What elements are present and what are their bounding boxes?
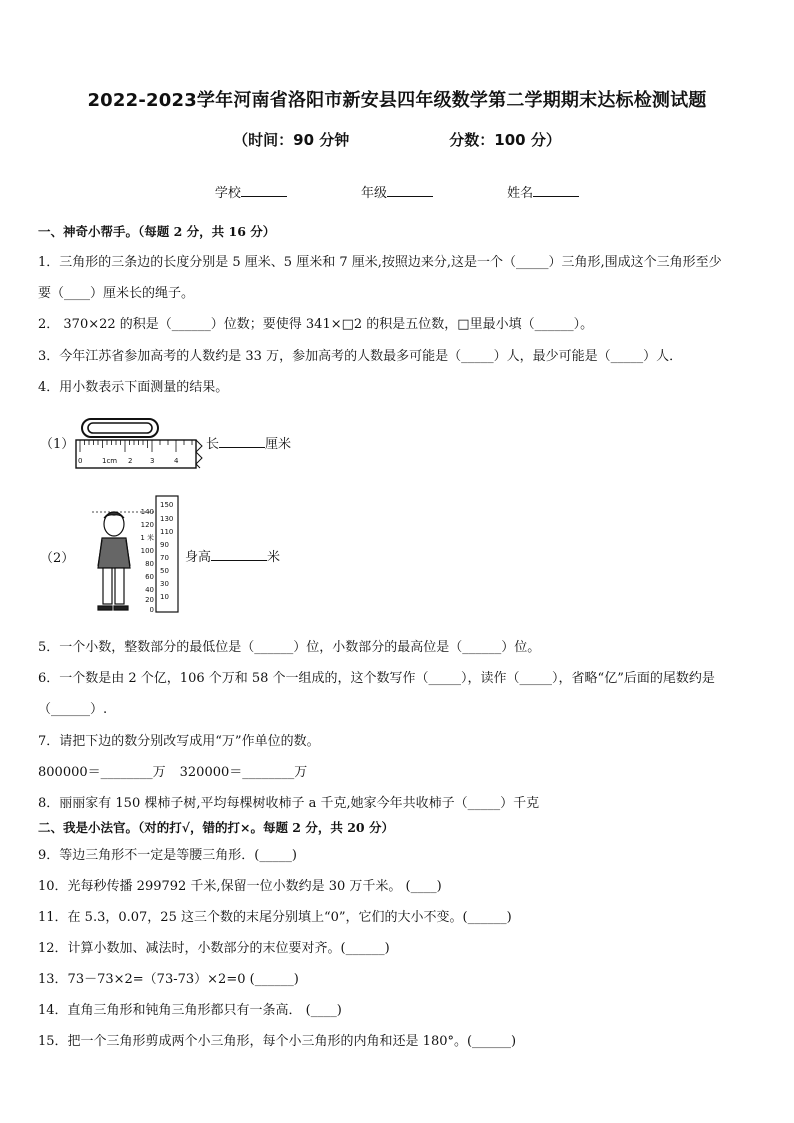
scale-label: 150 [160,501,174,509]
ruler-tick-label: 4 [174,457,179,465]
question-6: 6．一个数是由 2 个亿，106 个万和 58 个一组成的，这个数写作（_____），读作（_____），省略“亿”后面的尾数约是 [38,671,715,686]
question-1-cont: 要（____）厘米长的绳子。 [38,286,195,301]
question-1: 1．三角形的三条边的长度分别是 5 厘米、5 厘米和 7 厘米,按照边来分,这是一个（_____）三角形,围成这个三角形至少 [38,255,722,270]
school-field: 学校 [215,182,287,201]
length-blank[interactable] [219,435,265,448]
question-9: 9．等边三角形不一定是等腰三角形．(_____) [38,848,297,863]
question-10: 10．光每秒传播 299792 千米,保留一位小数约是 30 万千米。 (____) [38,879,442,894]
scale-label: 90 [160,541,169,549]
question-2: 2． 370×22 的积是（______）位数；要使得 341×□2 的积是五位数，□里最小填（______）。 [38,317,594,332]
ruler-figure [74,414,204,472]
scale-label: 1 米 [140,534,154,542]
q4-part1-answer: 长 厘米 [206,437,292,452]
question-5: 5．一个小数，整数部分的最低位是（______）位，小数部分的最高位是（______）位。 [38,640,541,655]
q4-part2-answer: 身高 米 [185,550,281,565]
q4-part1-number: （1） [40,437,75,452]
scale-label: 20 [145,596,154,604]
scale-label: 50 [160,567,169,575]
scale-label: 10 [160,593,169,601]
ruler-tick-label: 3 [150,457,155,465]
scale-label: 80 [145,560,154,568]
question-6-cont: （______）. [38,702,108,717]
scale-label: 100 [140,547,154,555]
question-11: 11．在 5.3，0.07，25 这三个数的末尾分别填上“0”，它们的大小不变。(______) [38,910,512,925]
scale-label: 130 [160,515,174,523]
q4-part2-number: （2） [40,551,75,566]
question-15: 15．把一个三角形剪成两个小三角形，每个小三角形的内角和还是 180°。(______) [38,1034,517,1049]
q7-answer-b: 320000＝________万 [179,765,308,780]
scale-label: 70 [160,554,169,562]
scale-label: 110 [160,528,174,536]
scale-label: 120 [140,521,154,529]
name-blank[interactable] [533,184,579,197]
question-14: 14．直角三角形和钝角三角形都只有一条高． (____) [38,1003,342,1018]
question-7-answers [38,761,307,780]
school-blank[interactable] [241,184,287,197]
exam-meta [0,129,794,150]
scale-label: 140 [140,508,154,516]
question-7: 7．请把下边的数分别改写成用“万”作单位的数。 [38,734,320,749]
question-8: 8．丽丽家有 150 棵柿子树,平均每棵树收柿子 a 千克,她家今年共收柿子（_____）千克 [38,796,540,811]
child-figure-icon [98,512,130,610]
question-12: 12．计算小数加、减法时，小数部分的末位要对齐。(______) [38,941,390,956]
paperclip-icon [82,419,158,437]
question-3: 3．今年江苏省参加高考的人数约是 33 万，参加高考的人数最多可能是（_____）人，最少可能是（_____）人． [38,349,683,364]
student-info [0,182,794,201]
scale-label: 0 [149,606,154,614]
scale-label: 30 [160,580,169,588]
ruler-tick-label: 1cm [102,457,118,465]
exam-time: （时间：90 分钟 [233,131,350,149]
page-title: 2022-2023学年河南省洛阳市新安县四年级数学第二学期期末达标检测试题 [87,90,707,111]
q7-answer-a: 800000＝________万 [38,765,166,780]
ruler-tick-label: 2 [128,457,133,465]
question-13: 13．73－73×2=（73-73）×2=0 (______) [38,972,299,987]
section-2-heading: 二、我是小法官。（对的打√，错的打×。每题 2 分，共 20 分） [38,820,394,835]
ruler-tick-label: 0 [78,457,83,465]
ruler [76,440,202,468]
grade-blank[interactable] [387,184,433,197]
scale-label: 40 [145,586,154,594]
height-blank[interactable] [211,548,267,561]
exam-score: 分数：100 分） [449,131,561,149]
grade-field: 年级 [361,182,433,201]
scale-label: 60 [145,573,154,581]
question-4: 4．用小数表示下面测量的结果。 [38,380,229,395]
section-1-heading: 一、神奇小帮手。（每题 2 分，共 16 分） [38,224,276,239]
name-field: 姓名 [507,182,579,201]
height-figure [82,494,182,616]
